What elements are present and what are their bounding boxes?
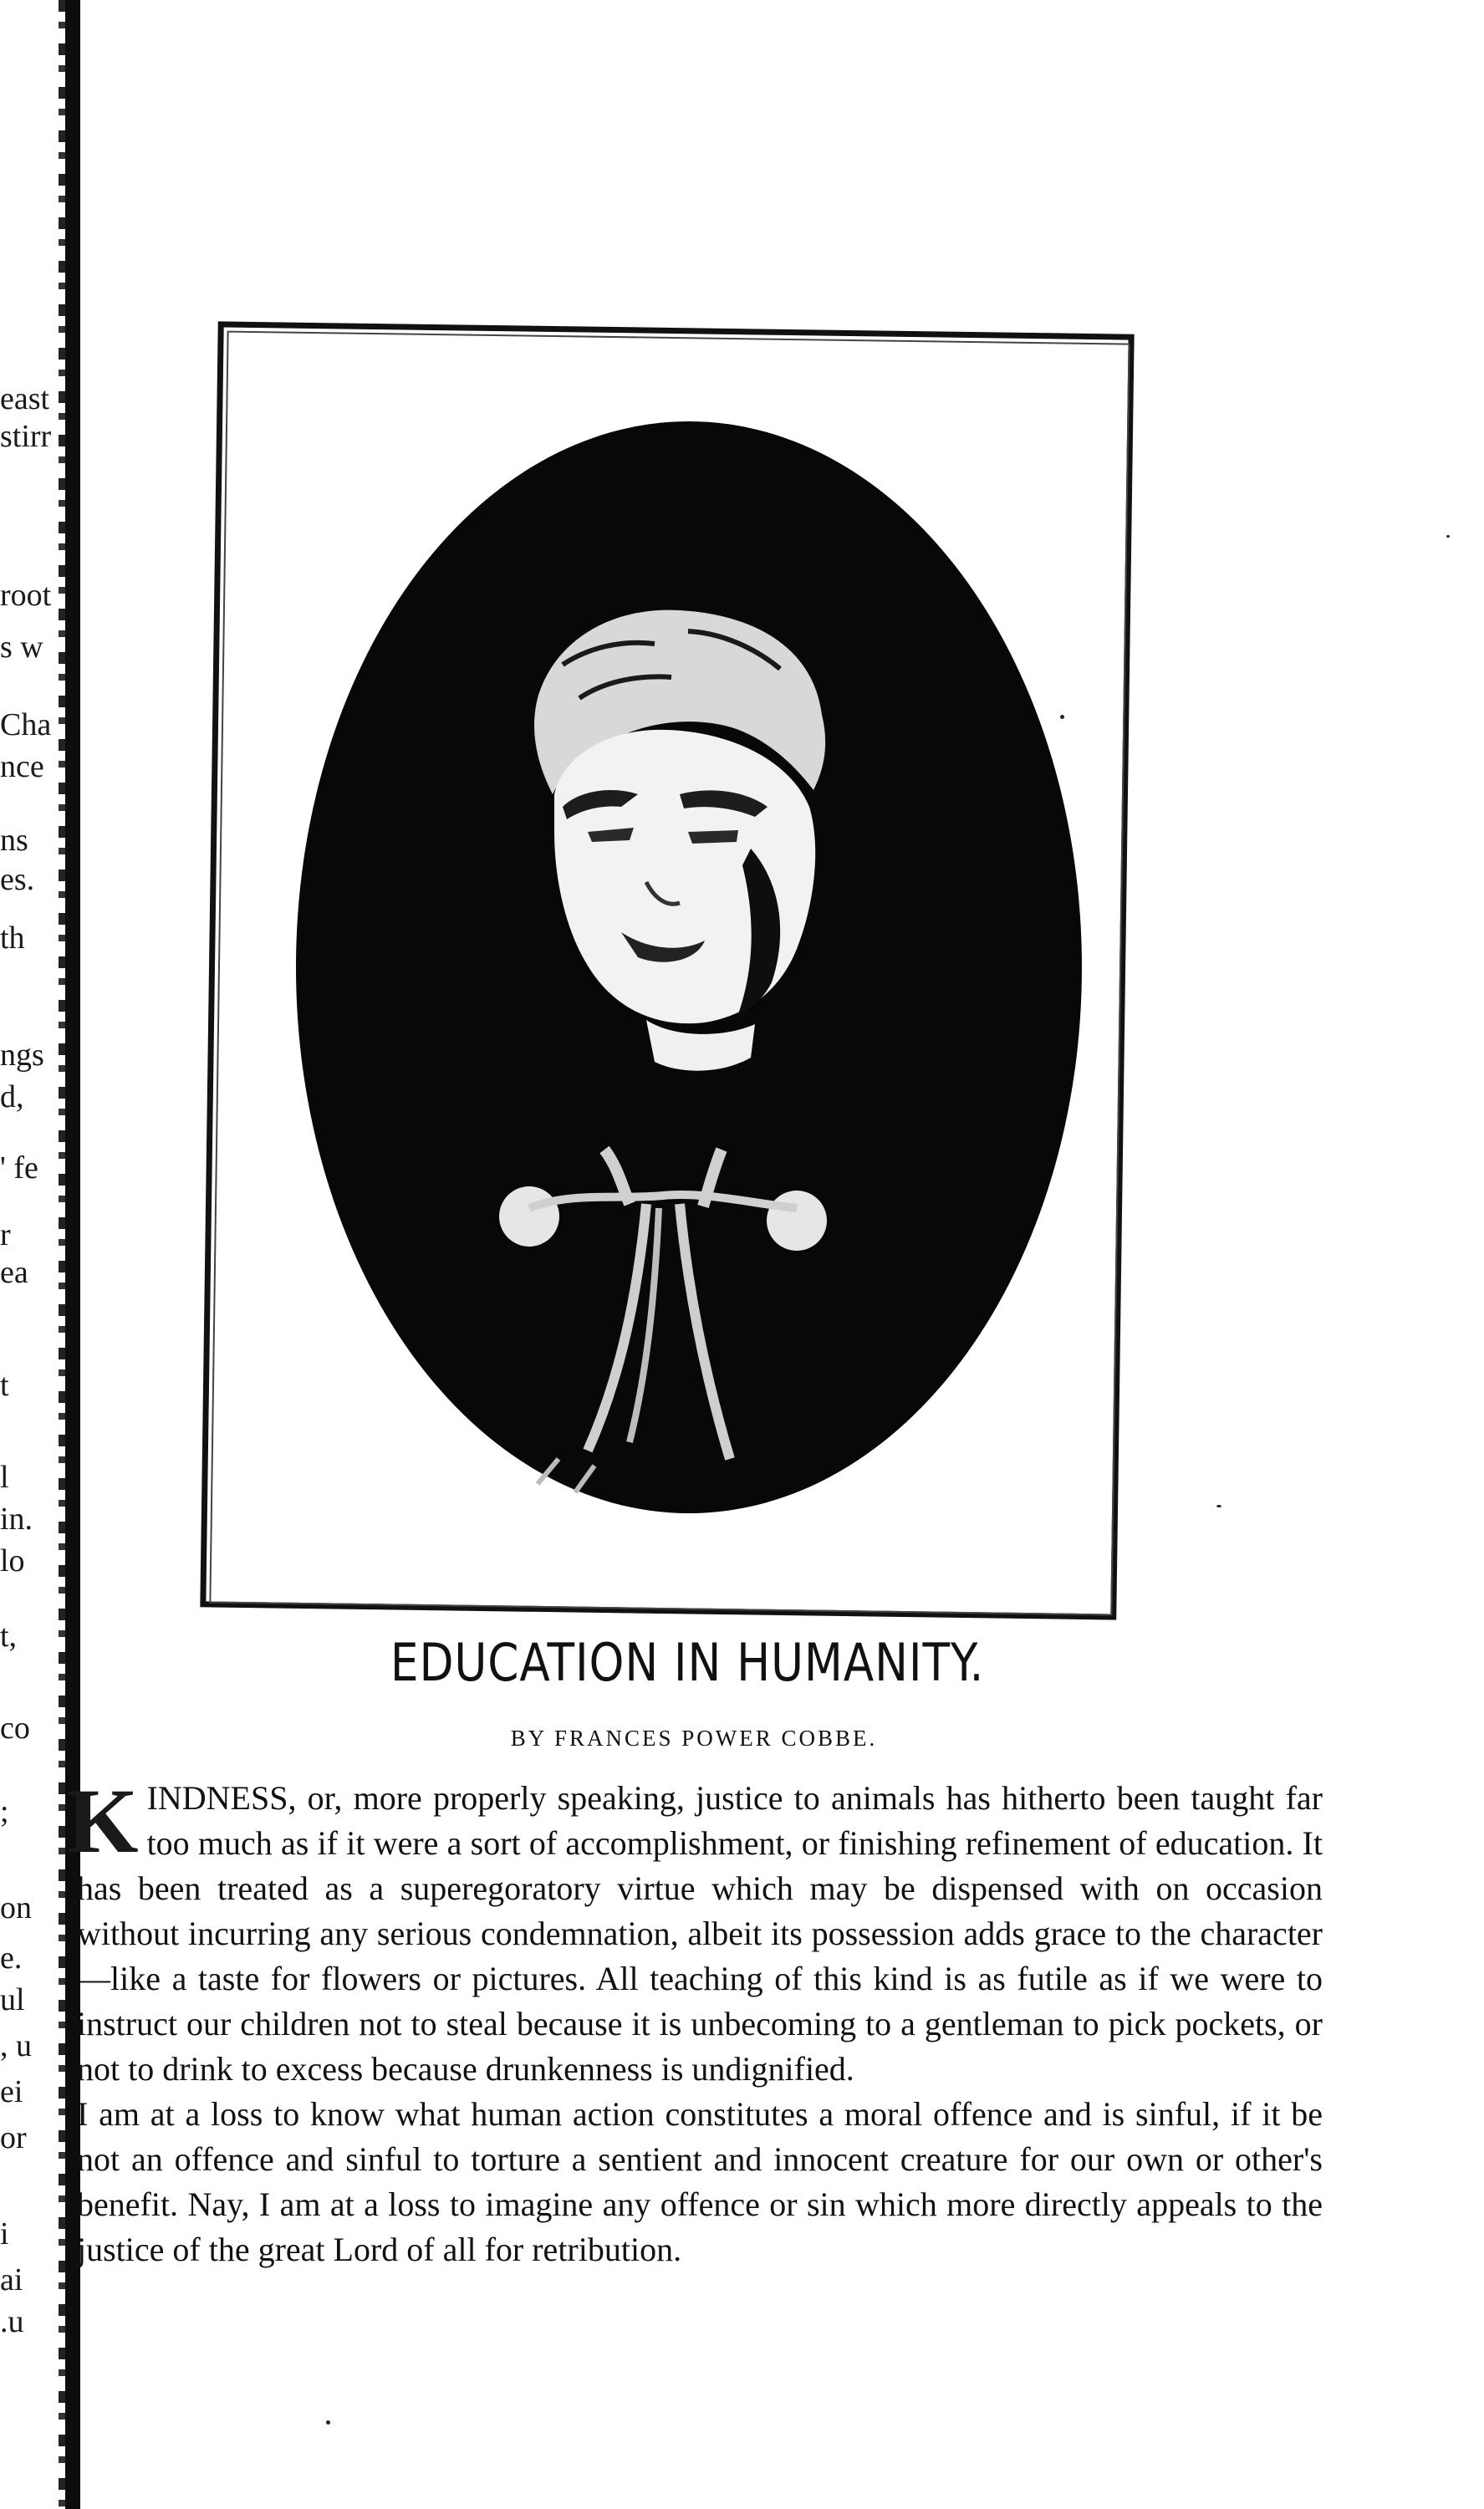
paragraph-1 [67, 1770, 1323, 2092]
paragraph-2: I am at a loss to know what human action constitutes a moral offence and is sinful, if it be not an offence and sinful to torture a sentient and innocent creature for our own or other's benefit. Nay, I am at a loss to imagine any offence or sin which more directly appeals to the justice of the great Lord of all for retribution. [77, 2095, 1323, 2268]
adjacent-page-fragments [0, 0, 67, 2509]
portrait-image [287, 414, 1091, 1522]
fragment-text: or [0, 2120, 27, 2155]
fragment-text: Cha [0, 707, 52, 742]
fragment-text: l [0, 1460, 9, 1495]
fragment-text: i [0, 2216, 9, 2251]
fragment-text: e. [0, 1940, 23, 1976]
fragment-text: es. [0, 862, 35, 897]
fragment-text: co [0, 1711, 30, 1746]
fragment-text: , u [0, 2028, 32, 2063]
drop-cap: K [67, 1770, 139, 1872]
fragment-text: ns [0, 823, 28, 858]
fragment-text: .u [0, 2304, 24, 2339]
fragment-text: ei [0, 2074, 23, 2109]
portrait-oval-illustration [287, 414, 1091, 1522]
article-body [67, 1770, 1323, 2272]
fragment-text: nce [0, 749, 44, 784]
fragment-text: s w [0, 630, 43, 665]
fragment-text: ' fe [0, 1150, 38, 1186]
fragment-text: ; [0, 1794, 9, 1829]
article-title: EDUCATION IN HUMANITY. [390, 1632, 985, 1693]
fragment-text: lo [0, 1543, 25, 1578]
paragraph-1-text: INDNESS, or, more properly speaking, justice to animals has hitherto been taught far too much as if it were a sort of accomplishment, or finishing refinement of education. It has been treated as a superegoratory virtue which may be dispensed with on occasion without incurring any serious condemnation, albeit its possession adds grace to the character—like a taste for flowers or pictures. All teaching of this kind is as futile as if we were to instruct our children not to steal because it is unbecoming to a gentleman to pick pockets, or not to drink to excess because drunkenness is undignified. [77, 1779, 1323, 2088]
fragment-text: th [0, 920, 25, 956]
fragment-text: root [0, 578, 52, 613]
fragment-text: ai [0, 2262, 23, 2297]
fragment-text: east [0, 381, 50, 416]
fragment-text: ea [0, 1255, 28, 1290]
fragment-text: on [0, 1890, 32, 1925]
fragment-text: ul [0, 1982, 25, 2017]
fragment-text: t, [0, 1619, 18, 1654]
fragment-text: ngs [0, 1038, 44, 1073]
article-byline: BY FRANCES POWER COBBE. [510, 1726, 878, 1751]
fragment-text: t [0, 1368, 9, 1403]
fragment-text: in. [0, 1502, 33, 1537]
fragment-text: stirr [0, 419, 52, 454]
fragment-text: d, [0, 1079, 24, 1114]
fragment-text: r [0, 1217, 11, 1252]
